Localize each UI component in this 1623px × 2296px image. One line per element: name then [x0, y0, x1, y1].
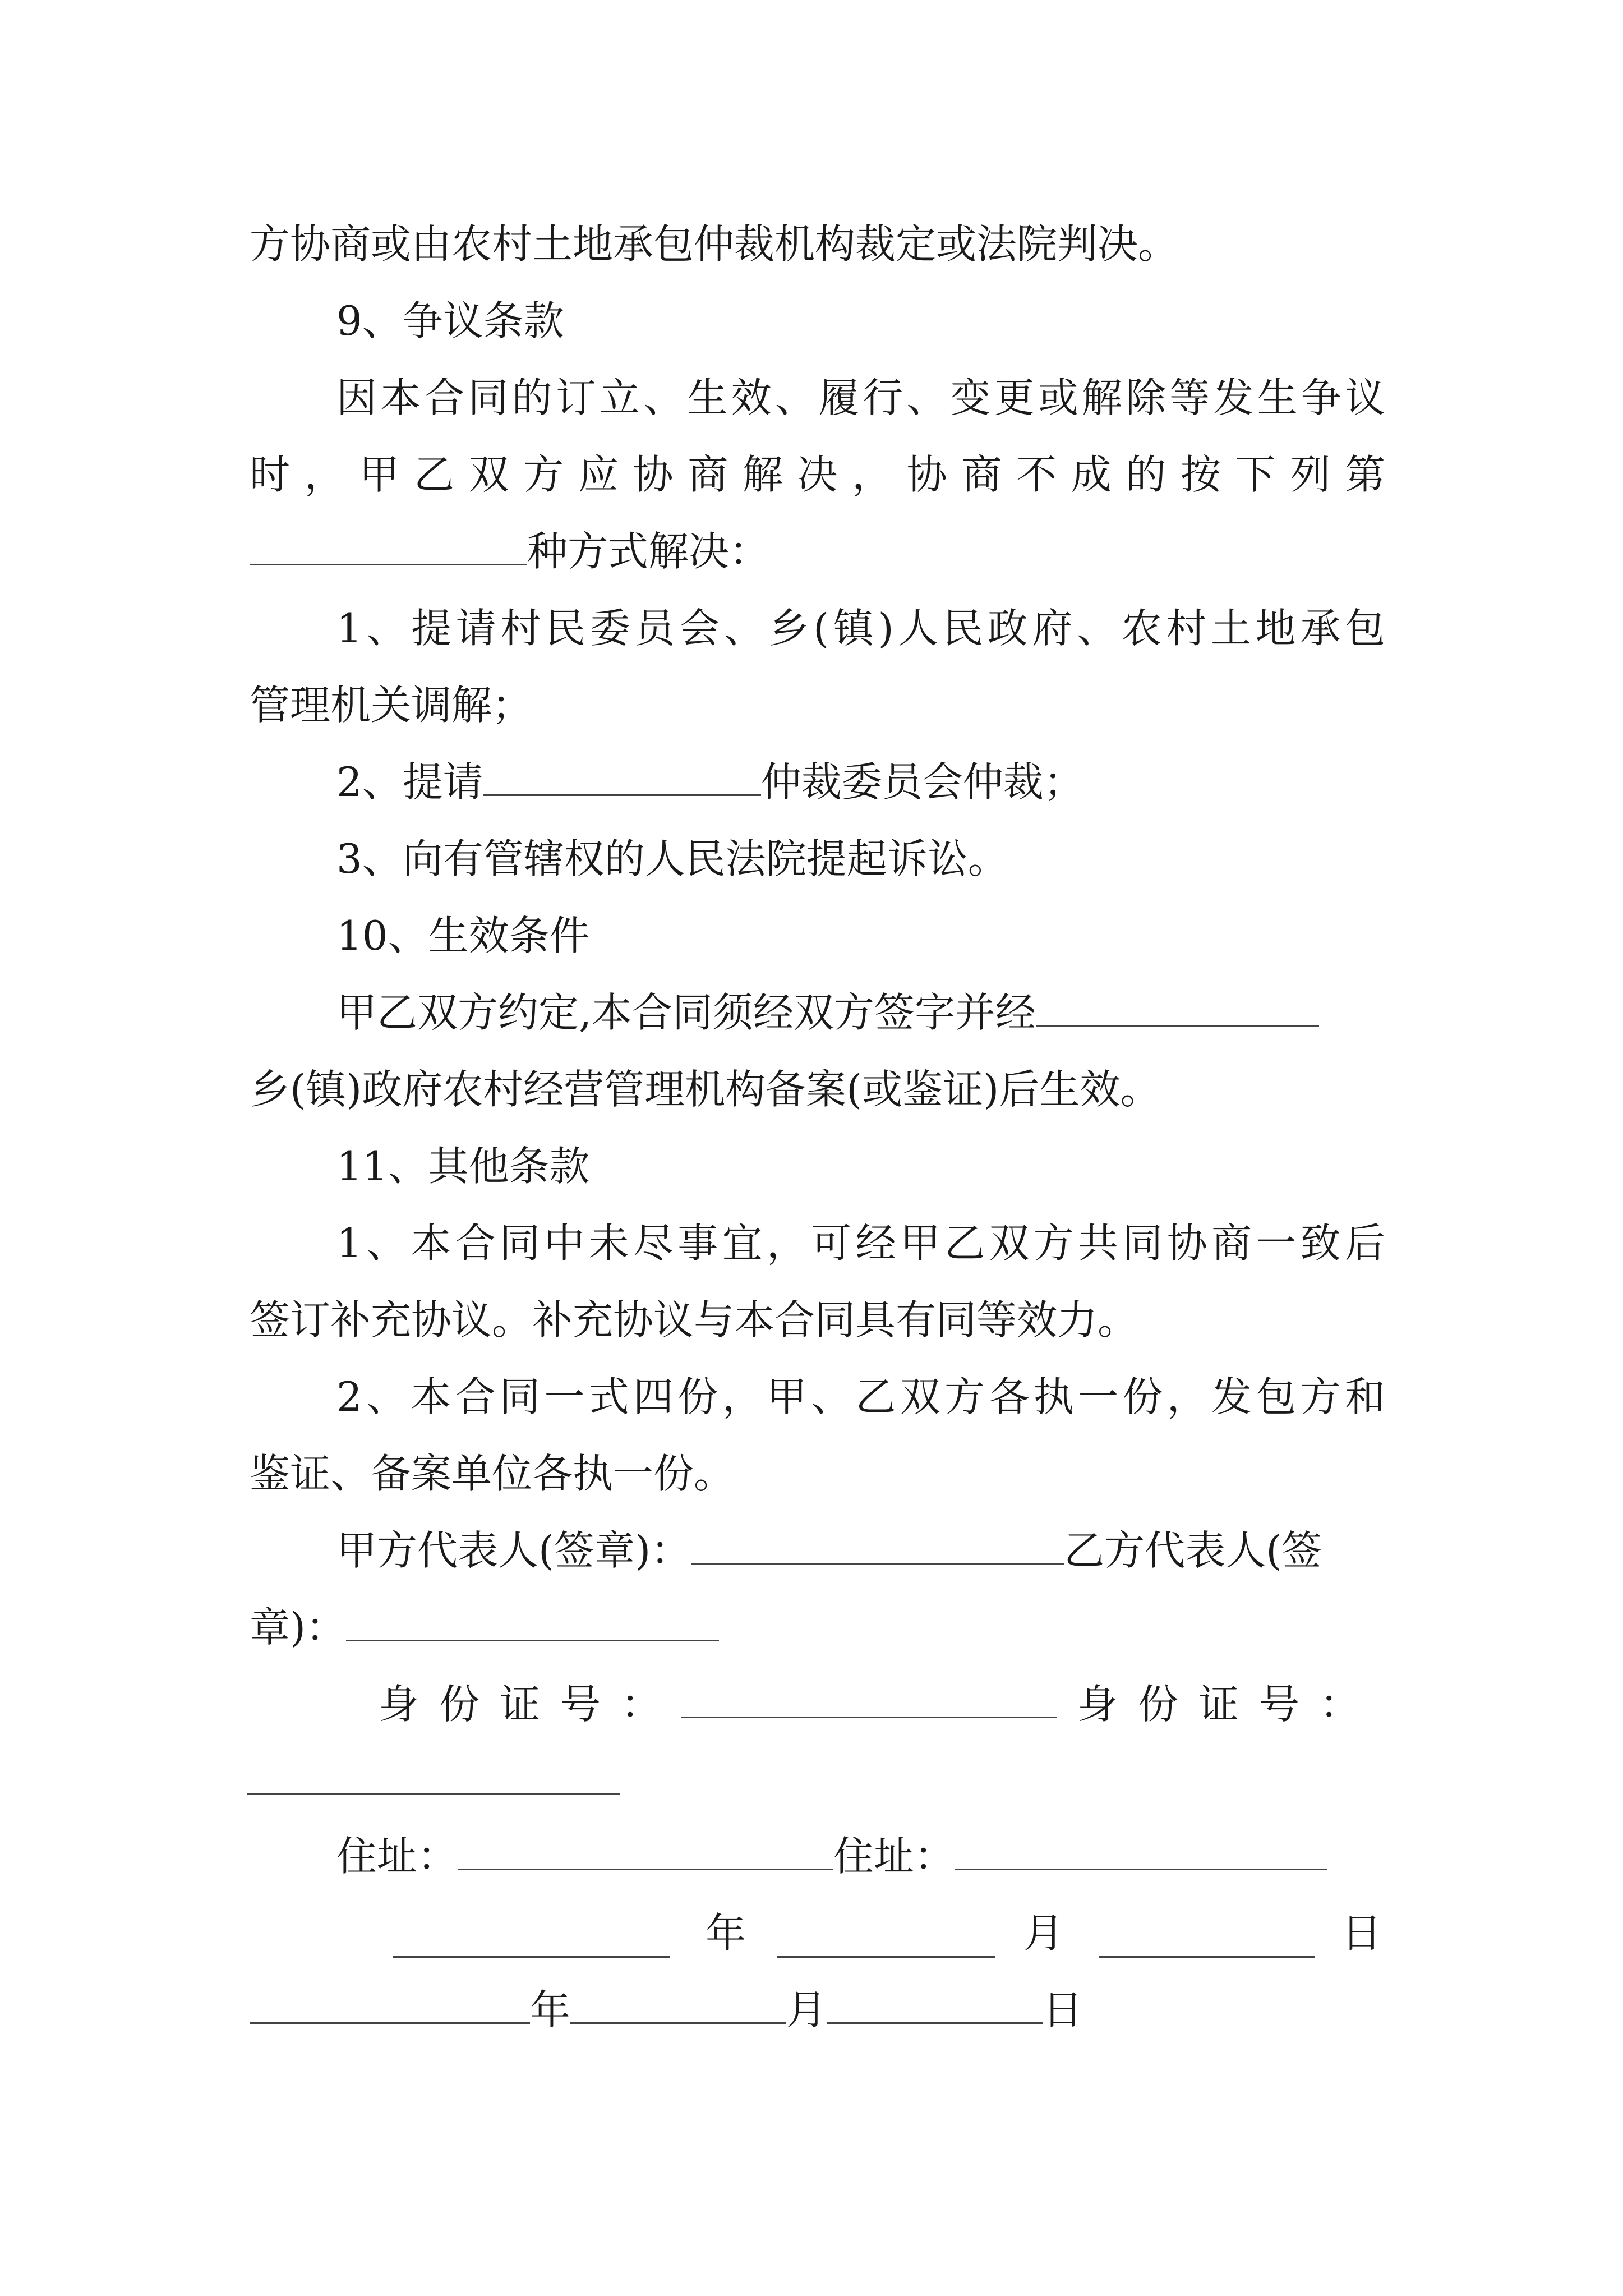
other-terms-1-line-1: 1、本合同中未尽事宜，可经甲乙双方共同协商一致后 [336, 1220, 1385, 1267]
date-text [1023, 1905, 1068, 1961]
party-a-address-blank[interactable] [458, 1833, 833, 1870]
party-b-address-label: 住址： [833, 1833, 955, 1880]
section-heading [336, 908, 1385, 964]
party-b-year-blank[interactable] [250, 1986, 530, 2024]
paragraph-line [250, 523, 1385, 579]
party-a-month-label: 月 [1023, 1910, 1064, 1957]
paragraph-line [336, 370, 1385, 426]
clause-8-ending: 方协商或由农村土地承包仲裁机构裁定或法院判决。 [250, 220, 1179, 268]
party-b-id-label: 身份证号： [1077, 1681, 1381, 1728]
dispute-clause-line-3: 种方式解决： [527, 528, 770, 575]
party-a-id-blank[interactable] [681, 1681, 1057, 1718]
paragraph-line [250, 216, 1385, 272]
date-text [706, 1905, 750, 1961]
clause-10-heading: 10、生效条件 [336, 912, 590, 959]
address-line [336, 1828, 1385, 1884]
party-b-month-label: 月 [786, 1986, 827, 2033]
party-a-id-label: 身份证号： [379, 1681, 682, 1728]
section-heading [336, 293, 1385, 349]
option-2-suffix: 仲裁委员会仲裁； [760, 758, 1084, 806]
paragraph-line [250, 1292, 1385, 1348]
party-b-signature-label-end: 章)： [250, 1604, 347, 1651]
paragraph-line [250, 447, 1385, 503]
signature-line [250, 1599, 1385, 1655]
option-1-line-2: 管理机关调解； [250, 682, 533, 729]
party-a-signature-blank[interactable] [691, 1527, 1064, 1565]
party-b-day-label: 日 [1043, 1986, 1083, 2033]
party-a-day-label: 日 [1341, 1910, 1382, 1957]
option-1-line-1: 1、提请村民委员会、乡(镇)人民政府、农村土地承包 [336, 605, 1385, 652]
signature-line [336, 1522, 1385, 1579]
paragraph-line [250, 1061, 1385, 1117]
effective-condition-line-1: 甲乙双方约定,本合同须经双方签字并经 [336, 989, 1036, 1036]
dispute-clause-line-1: 因本合同的订立、生效、履行、变更或解除等发生争议 [336, 374, 1385, 421]
party-a-signature-label: 甲方代表人(签章)： [336, 1527, 691, 1574]
party-a-day-blank[interactable] [1099, 1955, 1315, 1958]
option-2-prefix: 2、提请 [336, 758, 483, 806]
paragraph-line [336, 831, 1385, 887]
dispute-clause-line-2: 时，甲乙双方应协商解决，协商不成的按下列第 [250, 451, 1385, 498]
party-a-year-label: 年 [706, 1910, 746, 1957]
party-b-signature-blank[interactable] [346, 1604, 719, 1641]
party-a-address-label: 住址： [336, 1833, 458, 1880]
paragraph-line [336, 754, 1385, 810]
party-b-signature-label: 乙方代表人(签 [1064, 1527, 1322, 1574]
dispute-method-blank[interactable] [250, 528, 527, 565]
township-blank[interactable] [1036, 989, 1319, 1027]
clause-11-heading: 11、其他条款 [336, 1143, 590, 1190]
other-terms-2-line-2: 鉴证、备案单位各执一份。 [250, 1450, 735, 1497]
party-a-month-blank[interactable] [777, 1955, 995, 1958]
arbitration-committee-blank[interactable] [483, 758, 761, 796]
date-text [1341, 1905, 1386, 1961]
paragraph-line [250, 677, 1385, 733]
party-b-id-blank[interactable] [247, 1792, 620, 1795]
id-number-line [379, 1676, 1388, 1732]
paragraph-line [250, 1446, 1385, 1502]
paragraph-line [336, 1369, 1385, 1425]
other-terms-2-line-1: 2、本合同一式四份，甲、乙双方各执一份，发包方和 [336, 1373, 1385, 1420]
party-b-day-blank[interactable] [827, 1986, 1043, 2024]
section-heading [336, 1138, 1385, 1194]
party-a-year-blank[interactable] [393, 1955, 670, 1958]
paragraph-line [336, 600, 1385, 656]
date-line [250, 1982, 1385, 2038]
party-b-month-blank[interactable] [570, 1986, 786, 2024]
paragraph-line [336, 984, 1385, 1041]
other-terms-1-line-2: 签订补充协议。补充协议与本合同具有同等效力。 [250, 1296, 1138, 1343]
paragraph-line [336, 1215, 1385, 1271]
option-3: 3、向有管辖权的人民法院提起诉讼。 [336, 835, 1008, 882]
effective-condition-line-2: 乡(镇)政府农村经营管理机构备案(或鉴证)后生效。 [250, 1066, 1161, 1113]
party-b-year-label: 年 [530, 1986, 571, 2033]
party-b-address-blank[interactable] [955, 1833, 1327, 1870]
clause-9-heading: 9、争议条款 [336, 297, 564, 344]
